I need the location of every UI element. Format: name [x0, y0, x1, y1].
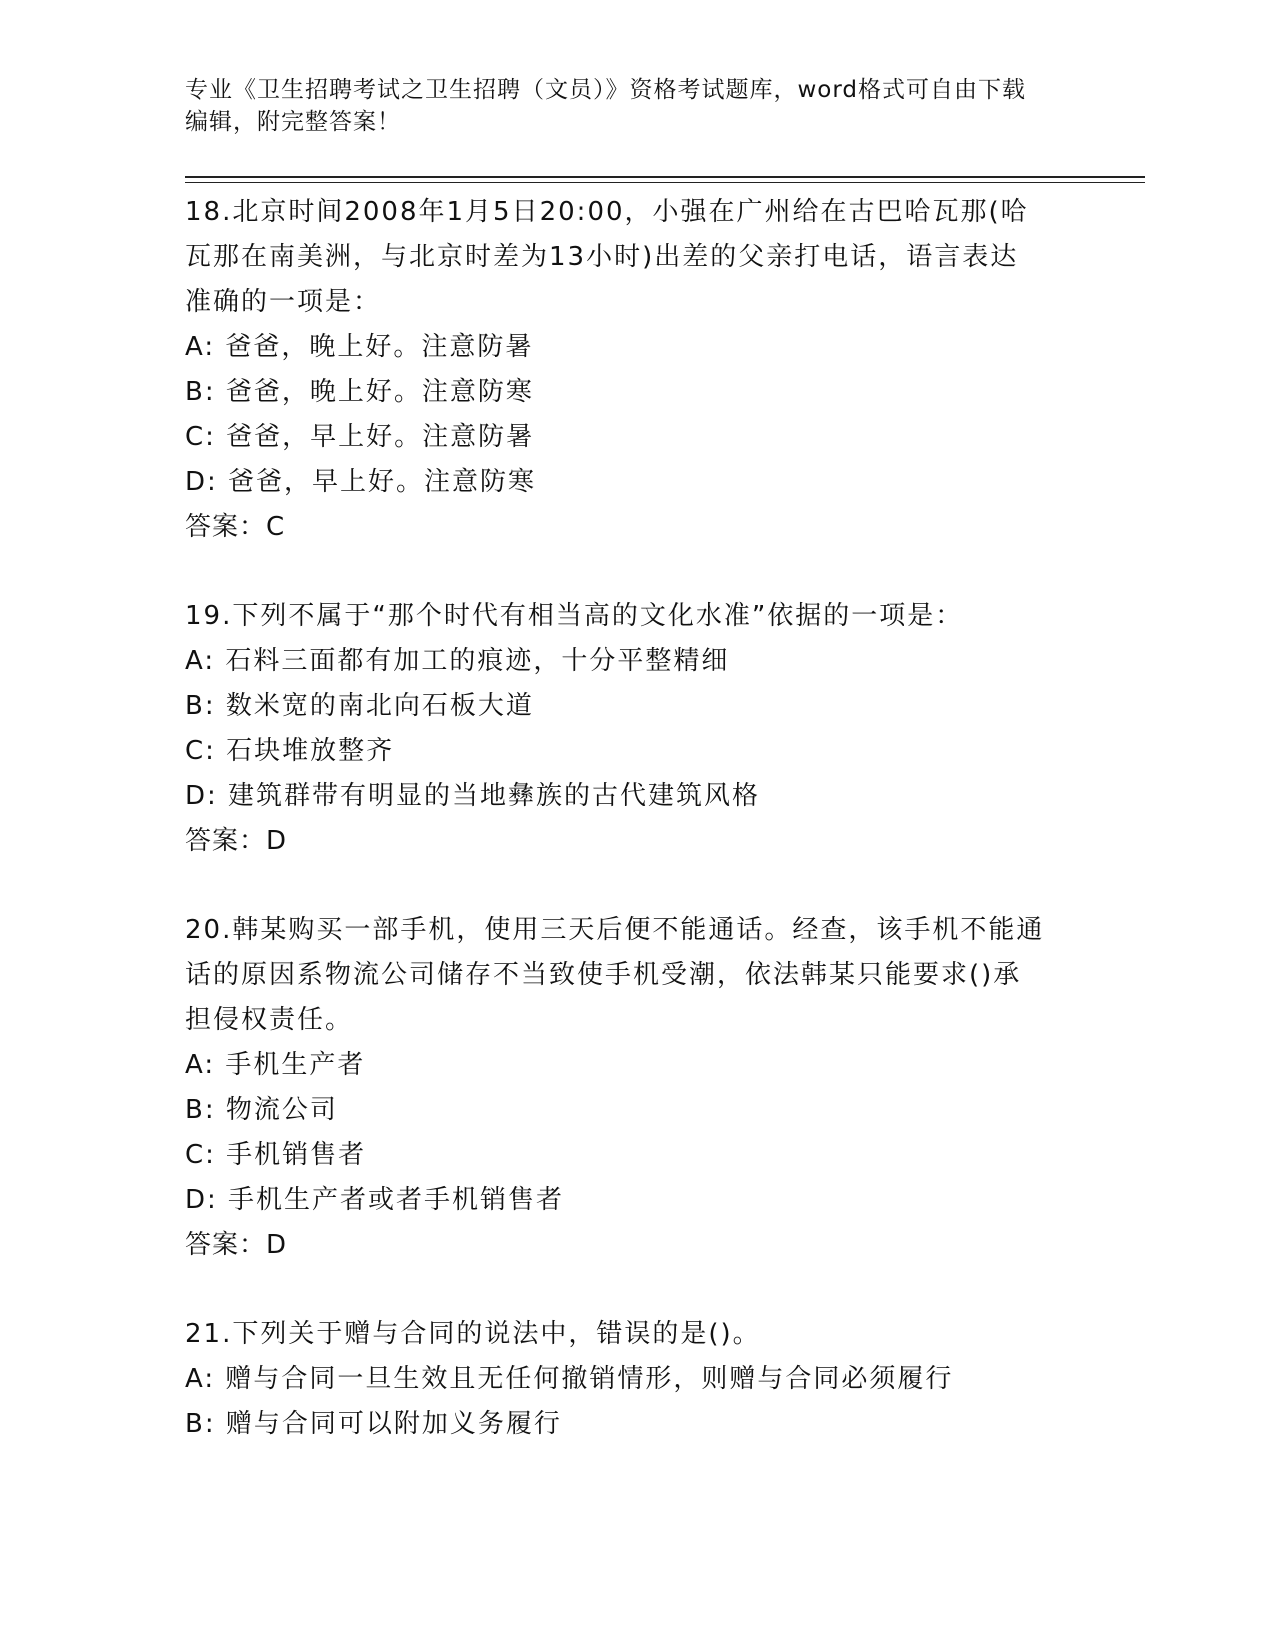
document-header — [185, 74, 1065, 138]
answer: 答案：C — [185, 512, 286, 542]
header-divider-thin — [185, 182, 1145, 183]
answer: 答案：D — [185, 1230, 288, 1260]
header-divider-thick — [185, 176, 1145, 178]
question-21 — [185, 1312, 1065, 1447]
question-19 — [185, 594, 1065, 864]
question-20 — [185, 908, 1065, 1268]
question-stem-line: 20.韩某购买一部手机，使用三天后便不能通话。经查，该手机不能通 — [185, 915, 1045, 945]
question-stem-line: 话的原因系物流公司储存不当致使手机受潮，依法韩某只能要求()承 — [185, 960, 1022, 990]
option-a: A: 爸爸，晚上好。注意防暑 — [185, 332, 534, 362]
option-c: C: 手机销售者 — [185, 1140, 367, 1170]
option-c: C: 石块堆放整齐 — [185, 736, 395, 766]
option-d: D: 建筑群带有明显的当地彝族的古代建筑风格 — [185, 781, 761, 811]
option-c: C: 爸爸，早上好。注意防暑 — [185, 422, 535, 452]
option-a: A: 赠与合同一旦生效且无任何撤销情形，则赠与合同必须履行 — [185, 1364, 954, 1394]
question-stem-line: 瓦那在南美洲，与北京时差为13小时)出差的父亲打电话，语言表达 — [185, 242, 1019, 272]
header-line-2: 编辑，附完整答案！ — [185, 109, 401, 135]
option-a: A: 石料三面都有加工的痕迹，十分平整精细 — [185, 646, 730, 676]
question-stem-line: 18.北京时间2008年1月5日20:00，小强在广州给在古巴哈瓦那(哈 — [185, 197, 1029, 227]
answer: 答案：D — [185, 826, 288, 856]
option-d: D: 爸爸，早上好。注意防寒 — [185, 467, 537, 497]
question-stem-line: 担侵权责任。 — [185, 1005, 354, 1035]
option-a: A: 手机生产者 — [185, 1050, 366, 1080]
question-stem-line: 21.下列关于赠与合同的说法中，错误的是()。 — [185, 1319, 761, 1349]
question-stem-line: 19.下列不属于“那个时代有相当高的文化水准”依据的一项是： — [185, 601, 964, 631]
option-b: B: 物流公司 — [185, 1095, 338, 1125]
question-18 — [185, 190, 1065, 550]
option-b: B: 赠与合同可以附加义务履行 — [185, 1409, 562, 1439]
option-b: B: 数米宽的南北向石板大道 — [185, 691, 534, 721]
option-b: B: 爸爸，晚上好。注意防寒 — [185, 377, 534, 407]
option-d: D: 手机生产者或者手机销售者 — [185, 1185, 565, 1215]
question-list — [185, 190, 1065, 1447]
header-line-1: 专业《卫生招聘考试之卫生招聘（文员）》资格考试题库，word格式可自由下载 — [185, 77, 1027, 103]
question-stem-line: 准确的一项是： — [185, 287, 382, 317]
